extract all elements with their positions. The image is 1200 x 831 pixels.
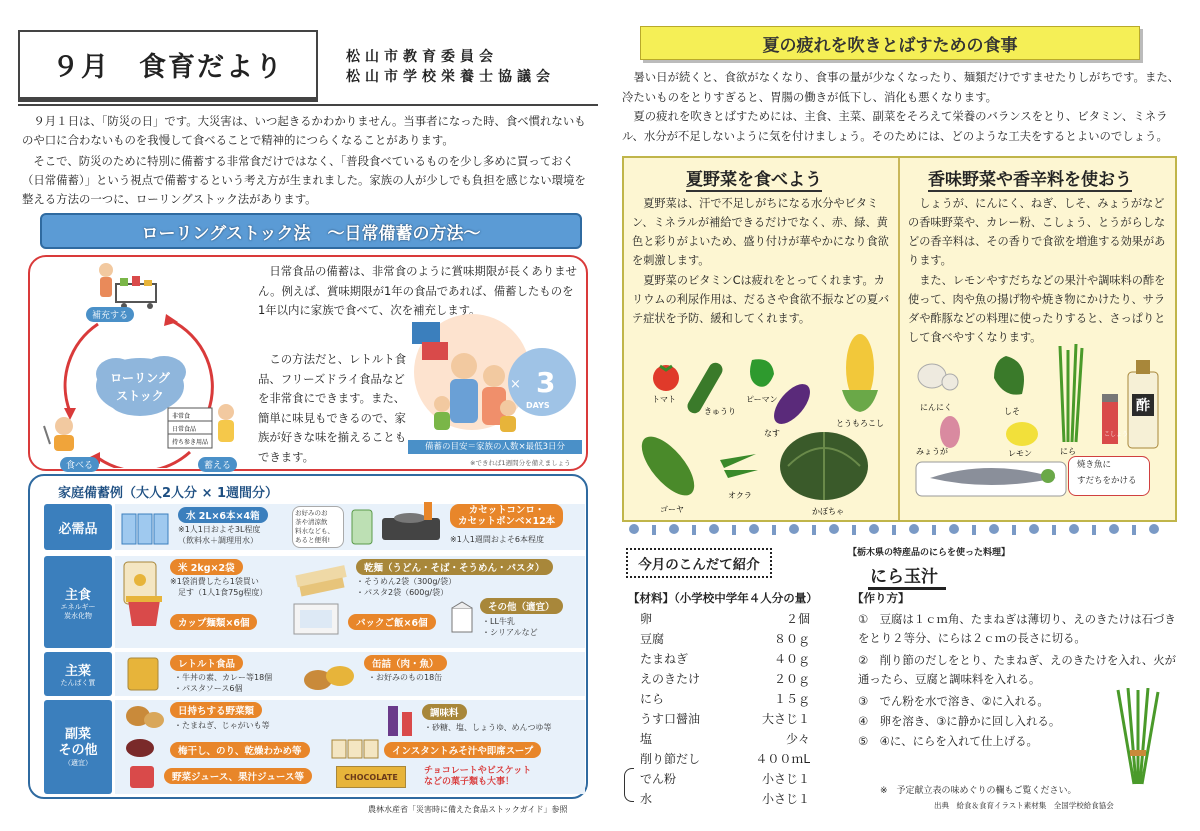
nira-icon: [1060, 344, 1082, 442]
publisher-line-1: 松山市教育委員会: [346, 49, 498, 65]
food-box-icon: [422, 342, 448, 360]
eggplant-icon: [767, 378, 816, 430]
ingredient-row: [640, 750, 810, 767]
dish-origin-note: 【栃木県の特産品のにらを使った料理】: [848, 548, 1011, 558]
summer-paragraph-1: 暑い日が続くと、食欲がなくなり、食事の量が少なくなったり、麺類だけですませたりしがちです。また、冷たいものをとりすぎると、胃腸の働きが低下し、消化も悪くなります。: [622, 70, 1180, 104]
rolling-stock-banner: [40, 213, 582, 249]
garlic-icon: [918, 364, 958, 390]
menu-title: 今月のこんだて紹介: [626, 548, 772, 578]
label-shiso: しそ: [1004, 407, 1020, 416]
summer-veg-text-2: 夏野菜のビタミンCは疲れをとってくれます。カリウムの利尿作用は、だるさや食欲不振などの夏バテ症状を予防、緩和してくれます。: [632, 274, 890, 325]
title-divider: [18, 104, 598, 106]
spice-heading: [928, 165, 1132, 190]
spice-text-1: しょうが、にんにく、ねぎ、しそ、みょうがなどの香味野菜や、カレー粉、こしょう、とうがらしなどの香辛料は、その香りで食欲を増進する効果があります。: [908, 197, 1166, 267]
ingredient-qty: ２個: [785, 612, 810, 626]
ingredient-row: [640, 690, 810, 707]
category-staple-label: 主食: [64, 587, 91, 603]
corn-icon: [842, 334, 878, 412]
storage-shelf-icon: [168, 404, 234, 448]
ingredient-name: 豆腐: [640, 632, 665, 646]
ingredient-qty: ４００ｍL: [755, 752, 810, 766]
note-stove: ※1人1週間およそ6本程度: [450, 535, 544, 544]
chip-cup-noodles: カップ麺類×6個: [170, 614, 257, 630]
label-bitter-melon: ゴーヤ: [660, 505, 684, 514]
dish-name: にら玉汁: [868, 562, 946, 590]
chocolate-box-icon: CHOCOLATE: [336, 766, 406, 788]
note-canned: ・お好みのもの18缶: [368, 673, 443, 682]
chip-dry-noodles: 乾麺（うどん・そば・そうめん・パスタ）: [356, 559, 553, 575]
source-credit: 農林水産省「災害時に備えた食品ストックガイド」参照: [368, 805, 568, 814]
chip-stove: カセットコンロ・ カセットボンベ×12本: [450, 504, 563, 528]
ingredient-name: たまねぎ: [640, 652, 689, 666]
lemon-icon: [1006, 422, 1038, 446]
steps-heading: 【作り方】: [852, 591, 910, 605]
ingredient-qty: １５ｇ: [773, 692, 810, 706]
label-pumpkin: かぼちゃ: [812, 507, 844, 516]
illustration-source: 出典 給食＆食育イラスト素材集 全国学校給食協会: [934, 801, 1114, 810]
chip-soup: インスタントみそ汁や即席スープ: [384, 742, 541, 758]
canned-food-icon: [300, 656, 360, 694]
cycle-center-label-2: ストック: [116, 389, 164, 403]
category-main-dish-sub: たんぱく質: [60, 679, 96, 687]
cloud-icon: [96, 356, 186, 416]
title-box: [18, 30, 318, 102]
shelf-label-carry: 持ち参き用品: [172, 439, 209, 446]
tomato-icon: [653, 365, 679, 391]
note-water: ※1人1日およそ3L程度 （飲料水＋調理用水）: [178, 525, 261, 545]
step-5: ⑤ ④に、にらを入れて仕上げる。: [858, 734, 1038, 748]
menu-footnote: ※ 予定献立表の味めぐりの欄もご覧ください。: [880, 786, 1077, 796]
chip-vegetables: 日持ちする野菜類: [170, 702, 262, 718]
ingredient-row: [640, 650, 810, 667]
label-eggplant: なす: [764, 429, 780, 438]
label-tomato: トマト: [652, 395, 676, 404]
note-dry-noodles: ・そうめん2袋（300g/袋） ・パスタ2袋（600g/袋）: [356, 577, 457, 597]
chip-seasoning: 調味料: [422, 704, 467, 720]
seasoning-bottles-icon: [384, 700, 416, 738]
water-box-icon: [412, 322, 440, 344]
ingredient-row: [640, 790, 810, 807]
cycle-arrow-left: [65, 324, 98, 412]
cycle-center-label-1: ローリング: [110, 371, 170, 385]
tea-bottle-icon: [346, 506, 378, 546]
rolling-stock-text-1: 日常食品の備蓄は、非常食のように賞味期限が長くありません。例えば、賞味期限が1年の食品であれば、備蓄したものを1年以内に家族で食べて、次を補充します。: [258, 264, 577, 317]
retort-pouch-icon: [124, 654, 164, 694]
category-main-dish: [44, 652, 112, 696]
step-4: ④ 卵を溶き、③に静かに回し入れる。: [858, 714, 1061, 728]
ingredient-name: 削り節だし: [640, 752, 701, 766]
summer-veg-heading-text: 夏野菜を食べよう: [686, 170, 822, 190]
category-staple: [44, 556, 112, 648]
vegetables-icon: [120, 702, 168, 790]
green-pepper-icon: [750, 359, 774, 387]
pack-rice-icon: [290, 598, 346, 642]
ingredient-qty: ４０ｇ: [773, 652, 810, 666]
cup-noodle-icon: [122, 594, 166, 628]
chip-canned: 缶詰（肉・魚）: [364, 655, 447, 671]
label-cucumber: きゅうり: [704, 407, 736, 416]
ingredient-qty: ８０ｇ: [773, 632, 810, 646]
grilled-fish-icon: [916, 462, 1066, 496]
ingredient-row: [640, 770, 810, 787]
chip-water: 水 2L×6本×4箱: [178, 507, 268, 523]
label-myoga: みょうが: [916, 447, 948, 456]
spice-text-2: また、レモンやすだちなどの果汁や調味料の酢を使って、肉や魚の揚げ物や焼き物にかけたり、サラダや酢豚などの料理に使ったりすると、さっぱりとして食べやすくなります。: [908, 274, 1166, 344]
chip-pack-rice: パックご飯×6個: [348, 614, 436, 630]
fish-note: 焼き魚に すだちをかける: [1068, 456, 1150, 496]
note-vegetables: ・たまねぎ、じゃがいも等: [174, 721, 270, 730]
shelf-label-daily: 日常食品: [172, 426, 197, 433]
cycle-arrow-bottom: [98, 452, 190, 468]
dry-noodles-icon: [292, 560, 352, 600]
label-lemon: レモン: [1008, 449, 1032, 458]
note-rice: ※1袋消費したら1袋買い 足す（1人1食75g程度）: [170, 577, 268, 597]
shelf-label-emergency: 非常食: [172, 413, 191, 420]
days-number: 3: [536, 366, 556, 399]
bitter-melon-icon: [633, 428, 704, 504]
tag-refill: 補充する: [86, 307, 134, 322]
ingredient-name: 塩: [640, 732, 653, 746]
days-label: DAYS: [526, 401, 550, 410]
summer-banner-title: 夏の疲れを吹きとばすための食事: [762, 35, 1018, 56]
water-bottles-icon: [120, 506, 172, 546]
ingredient-name: 卵: [640, 612, 653, 626]
intro-paragraph-2: そこで、防災のために特別に備蓄する非常食だけではなく、「普段食べているものを少し多めに買っておく（日常備蓄）」という視点で備蓄するという考え方が生まれました。家族の人が少しでも負担を感じない環境を整える方法の一つに、ローリングストック法があります。: [22, 154, 586, 206]
label-pepper: ピーマン: [746, 395, 778, 404]
page-title: ９月 食育だより: [52, 52, 284, 83]
gas-stove-icon: [380, 500, 442, 546]
summer-veg-text-1: 夏野菜は、汗で不足しがちになる水分やビタミン、ミネラルが補給できるだけでなく、赤、緑、黄色と彩りがよいため、盛り付けが華やかになり食欲を刺激します。: [632, 197, 889, 267]
ingredients-heading: 【材料】（小学校中学年４人分の量）: [628, 591, 818, 605]
tag-eat: 食べる: [60, 457, 99, 472]
rolling-stock-cycle-diagram: [40, 262, 252, 468]
tag-store: 蓄える: [198, 457, 237, 472]
soup-cups-icon: [330, 736, 380, 760]
label-pepper-bottle: こしょう: [1104, 431, 1129, 438]
category-side-dish-sub: （適宜）: [64, 758, 92, 767]
category-main-dish-label: 主菜: [64, 664, 91, 679]
category-side-dish: [44, 700, 112, 794]
ingredient-qty: 大さじ１: [761, 712, 810, 726]
okra-icon: [720, 454, 758, 478]
step-3: ③ でん粉を水で溶き、②に入れる。: [858, 694, 1049, 708]
publisher-line-2: 松山市学校栄養士協議会: [346, 69, 555, 85]
eating-child-icon: [44, 417, 74, 451]
summer-veg-heading: [686, 165, 822, 190]
step-2: ② 削り節のだしをとり、たまねぎ、えのきたけを入れ、火が通ったら、豆腐と調味料を入れる。: [858, 653, 1176, 686]
chip-other: その他（適宜）: [480, 598, 563, 614]
ingredient-name: でん粉: [640, 772, 677, 786]
category-essentials-label: 必需品: [58, 521, 98, 537]
step-1: ① 豆腐は１ｃｍ角、たまねぎは薄切り、えのきたけは石づきをとり２等分、にらは２ｃｍの長さに切る。: [858, 612, 1176, 645]
label-garlic: にんにく: [920, 403, 952, 412]
rolling-stock-title: ローリングストック法 ～日常備蓄の方法～: [141, 223, 481, 244]
pumpkin-icon: [780, 432, 868, 500]
ingredient-qty: 小さじ１: [761, 792, 810, 806]
multiply-sign: ×: [510, 377, 521, 392]
note-seasoning: ・砂糖、塩、しょうゆ、めんつゆ等: [424, 723, 552, 732]
summer-paragraph-2: 夏の疲れを吹きとばすためには、主食、主菜、副菜をそろえて栄養のバランスをとり、ビタミン、ミネラル、水分が不足しないように気を付けましょう。そのためには、どのような工夫をするとよいのでしょう。: [622, 109, 1168, 143]
milk-carton-icon: [448, 600, 476, 634]
label-corn: とうもろこし: [836, 419, 884, 428]
shopping-person-icon: [99, 263, 156, 309]
chip-rice: 米 2kg×2袋: [170, 559, 243, 575]
chip-retort: レトルト食品: [170, 655, 243, 671]
ingredient-name: うす口醤油: [640, 712, 701, 726]
ingredient-brace: [624, 768, 634, 802]
note-chocolate: チョコレートやビスケット などの菓子類も大事！: [424, 766, 532, 787]
family-3days-illustration: [402, 312, 582, 440]
summer-banner: [640, 26, 1140, 60]
note-retort: ・牛丼の素、カレー等18個 ・パスタソース6個: [174, 673, 273, 693]
ingredient-row: [640, 710, 810, 727]
ingredient-qty: 小さじ１: [761, 772, 810, 786]
ingredient-name: えのきたけ: [640, 672, 701, 686]
summer-vegetables-illustration: [628, 330, 893, 520]
note-tea: お好みのお 茶や清涼飲 料水なども、 あると便利!: [292, 506, 344, 548]
ingredient-qty: 少々: [785, 732, 810, 746]
chip-juice: 野菜ジュース、果汁ジュース等: [164, 768, 312, 784]
panel-divider: [898, 158, 900, 520]
chip-ume: 梅干し、のり、乾燥わかめ等: [170, 742, 310, 758]
tableware-border: [622, 522, 1177, 536]
storage-small-note: ※できれば1週間分を備えましょう: [470, 459, 571, 467]
ingredient-row: [640, 610, 810, 627]
rolling-stock-text-2: この方法だと、レトルト食品、フリーズドライ食品などを非常食にできます。また、簡単に味見もできるので、家族が好きな味を揃えることもできます。: [258, 352, 407, 464]
intro-paragraph-1: ９月１日は、「防災の日」です。大災害は、いつ起きるかわかりません。当事者になった時、食べ慣れないものや口に合わないものを我慢して食べることで精神的につらくなることがあります。: [22, 114, 586, 147]
shiso-icon: [994, 356, 1024, 395]
label-okra: オクラ: [728, 491, 752, 500]
ingredient-name: にら: [640, 692, 665, 706]
category-staple-sub: エネルギー 炭水化物: [60, 602, 96, 620]
note-other: ・LL牛乳 ・シリアルなど: [482, 617, 538, 637]
nira-bundle-icon: [1108, 688, 1168, 788]
category-essentials: [44, 504, 112, 550]
ingredient-row: [640, 630, 810, 647]
storage-guide-note: 備蓄の目安＝家族の人数×最低3日分: [408, 440, 582, 454]
ingredient-name: 水: [640, 792, 653, 806]
ingredient-row: [640, 730, 810, 747]
category-side-dish-label: 副菜 その他: [58, 726, 98, 758]
myoga-icon: [940, 416, 960, 448]
spice-heading-text: 香味野菜や香辛料を使おう: [928, 170, 1132, 190]
label-vinegar: 酢: [1136, 398, 1150, 414]
ingredient-qty: ２０ｇ: [773, 672, 810, 686]
family-storage-heading: 家庭備蓄例（大人2人分 × 1週間分）: [58, 486, 279, 501]
label-nira: にら: [1060, 447, 1076, 456]
ingredient-row: [640, 670, 810, 687]
